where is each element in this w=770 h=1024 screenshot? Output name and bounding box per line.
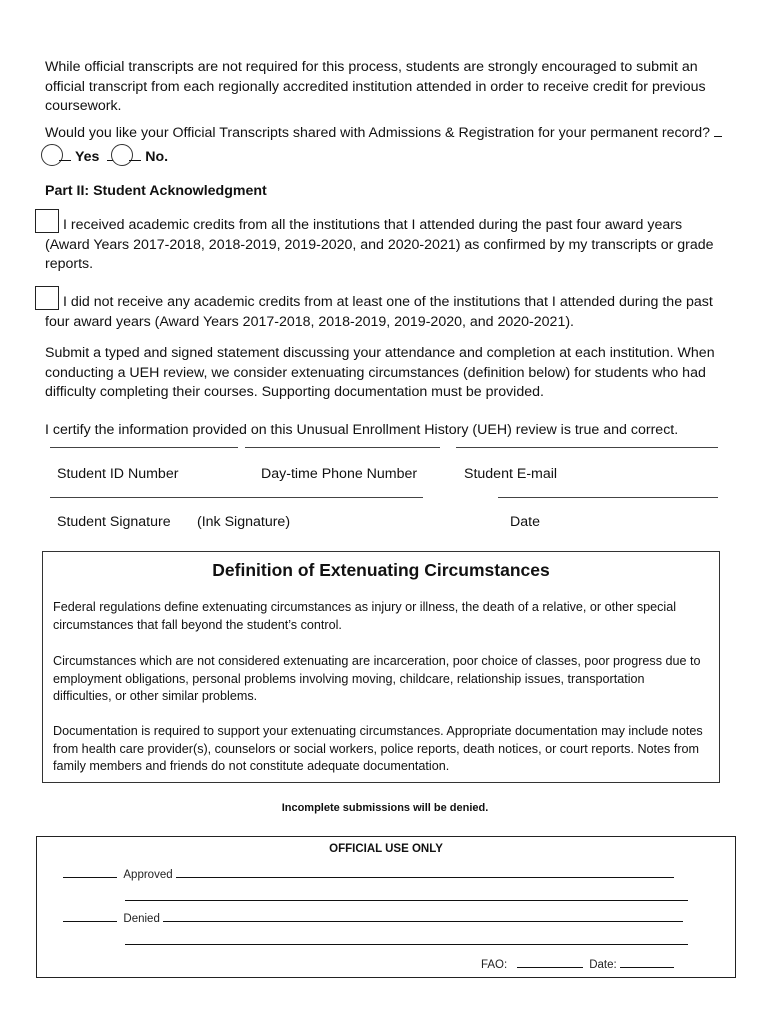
submit-statement-text: Submit a typed and signed statement discussing your attendance and completion at each institution. When conducting a UEH review, we consider extenuating circumstances (definition below) for students who had difficulty completing their courses. Supporting documentation must be provided. <box>45 345 715 400</box>
definition-title: Definition of Extenuating Circumstances <box>212 560 550 580</box>
signature-label: Student Signature <box>57 514 171 530</box>
option-1-text: I received academic credits from all the institutions that I attended during the past four award years (Award Years 2017-2018, 2018-2019, 2019-2020, and 2020-2021) as confirmed by my transcripts or grade reports. <box>45 217 714 272</box>
date-label: Date <box>510 514 540 530</box>
definition-paragraph-1: Federal regulations define extenuating circumstances as injury or illness, the death of a relative, or other special circumstances that fall beyond the student’s control. <box>53 600 677 632</box>
part2-heading: Part II: Student Acknowledgment <box>45 183 267 199</box>
phone-label: Day-time Phone Number <box>261 466 418 482</box>
denied-notes-line-2[interactable] <box>125 944 688 945</box>
approved-label: Approved <box>123 869 173 881</box>
signature-line[interactable] <box>50 497 423 498</box>
option-2-text: I did not receive any academic credits from at least one of the institutions that I attended during the past four award years (Award Years 2017-2018, 2018-2019, 2019-2020, and 2020-2021). <box>45 294 713 330</box>
approved-row <box>63 869 674 881</box>
official-date-label: Date: <box>589 959 617 971</box>
ink-signature-label: (Ink Signature) <box>197 514 291 530</box>
denied-label: Denied <box>123 913 160 925</box>
official-use-title: OFFICIAL USE ONLY <box>329 843 443 855</box>
acknowledgment-option-1 <box>45 209 725 275</box>
yes-label: Yes <box>74 148 100 165</box>
denied-notes-line[interactable] <box>163 921 683 922</box>
acknowledgment-option-2 <box>45 286 725 332</box>
email-line[interactable] <box>456 447 718 448</box>
denied-initials-line[interactable] <box>63 921 117 922</box>
denied-row-2 <box>125 936 688 948</box>
definition-paragraph-2: Circumstances which are not considered extenuating are incarceration, poor choice of classes, poor progress due to employment obligations, personal problems involving moving, childcare, relationship issues, transportation difficulties, or other similar problems. <box>53 654 701 704</box>
approved-notes-line-2[interactable] <box>125 900 688 901</box>
transcript-question <box>45 124 725 167</box>
yes-radio[interactable] <box>41 144 63 166</box>
email-label: Student E-mail <box>464 466 558 482</box>
official-use-box <box>36 836 736 978</box>
phone-line[interactable] <box>245 447 440 448</box>
approved-row-2 <box>125 892 688 904</box>
option-2-checkbox[interactable] <box>35 286 59 310</box>
date-line[interactable] <box>498 497 718 498</box>
incomplete-notice: Incomplete submissions will be denied. <box>281 802 489 814</box>
approved-initials-line[interactable] <box>63 877 117 878</box>
no-radio[interactable] <box>111 144 133 166</box>
transcript-question-text: Would you like your Official Transcripts shared with Admissions & Registration for your permanent record? <box>45 125 711 141</box>
fao-line[interactable] <box>517 967 583 968</box>
student-id-label: Student ID Number <box>57 466 179 482</box>
denied-row <box>63 913 683 925</box>
approved-notes-line[interactable] <box>176 877 674 878</box>
definition-box <box>42 551 720 783</box>
no-label: No. <box>145 148 169 165</box>
student-id-line[interactable] <box>50 447 238 448</box>
fao-date-row <box>481 959 674 971</box>
official-date-line[interactable] <box>620 967 674 968</box>
definition-paragraph-3: Documentation is required to support your extenuating circumstances. Appropriate documentation may include notes from health care provider(s), counselors or social workers, police reports, death notices, or court reports. Notes from family members and friends do not constitute adequate documentation. <box>53 724 703 774</box>
option-1-checkbox[interactable] <box>35 209 59 233</box>
certify-text: I certify the information provided on this Unusual Enrollment History (UEH) review is true and correct. <box>45 422 679 438</box>
transcript-intro: While official transcripts are not required for this process, students are strongly encouraged to submit an official transcript from each regionally accredited institution attended in order to receive credit for previous coursework. <box>45 59 706 114</box>
fao-label: FAO: <box>481 959 508 971</box>
